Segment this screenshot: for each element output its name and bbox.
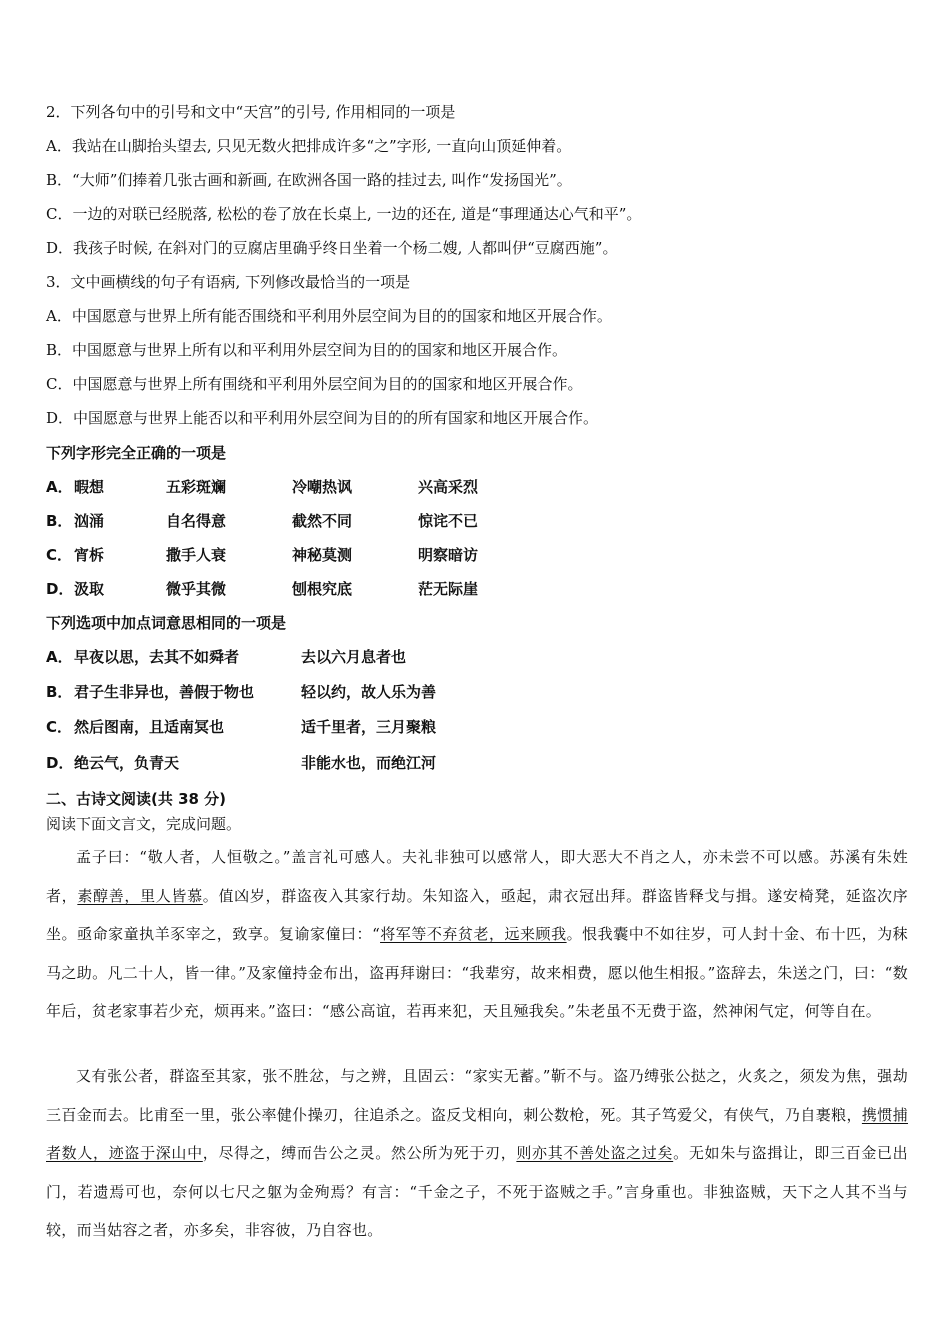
q5-right-text: 适千里者，三月聚粮 bbox=[301, 718, 437, 736]
q5-row-label: B． bbox=[46, 683, 73, 701]
passage-text: 。无如朱与盗揖让，即三百金已出门，若遗焉可也，奈何以七尺之躯为金殉焉？有言：“千金之子，不死于盗贼之手。”言身重也。非独盗贼，天下之人其不当与较，而当姑容之者，亦多矣，非容彼，乃自容也。 bbox=[46, 1144, 908, 1240]
q4-word: 撒手人衰 bbox=[166, 546, 227, 564]
q4-row-label: D． bbox=[46, 580, 74, 598]
q4-word: 冷嘲热讽 bbox=[292, 478, 353, 496]
q4-row-label: A． bbox=[46, 478, 73, 496]
q2-option-b: B．“大师”们捧着几张古画和新画, 在欧洲各国一路的挂过去, 叫作“发扬国光”。 bbox=[46, 171, 572, 189]
q4-word: 自名得意 bbox=[166, 512, 227, 530]
q4-word: 五彩斑斓 bbox=[166, 478, 227, 496]
q2-option-a: A．我站在山脚抬头望去, 只见无数火把排成许多“之”字形, 一直向山顶延伸着。 bbox=[46, 137, 572, 155]
q4-word: 茫无际崖 bbox=[418, 580, 479, 598]
passage-text: 。值凶岁，群盗夜入其家行劫。朱知盗入，亟起，肃衣冠出拜。群盗皆释戈与揖。遂安椅凳，延盗次序坐。亟命家童执羊豕宰之，致享。复谕家僮曰：“ bbox=[46, 886, 908, 944]
q5-right-text: 非能水也，而绝江河 bbox=[301, 754, 437, 772]
section-heading: 二、古诗文阅读(共 38 分) bbox=[46, 790, 227, 808]
passage-text: 。恨我囊中不如往岁，可人封十金、布十匹，为秣马之助。凡二十人，皆一律。”及家僮持金布出，盗再拜谢曰：“我辈穷，故来相费，愿以他生相报。”盗辞去，朱送之门，曰：“数年后，贫老家事若少充，烦再来。”盗曰：“感公高谊，若再来犯，天且殛我矣。”朱老虽不无费于盗，然神闲气定，何等自在。 bbox=[46, 925, 908, 1021]
q4-row-label: C． bbox=[46, 546, 73, 564]
q4-row-label: B． bbox=[46, 512, 73, 530]
q5-left-text: 君子生非异也，善假于物也 bbox=[74, 683, 255, 701]
q3-option-a: A．中国愿意与世界上所有能否围绕和平利用外层空间为目的的国家和地区开展合作。 bbox=[46, 307, 612, 325]
q2-stem: 2．下列各句中的引号和文中“天宫”的引号, 作用相同的一项是 bbox=[46, 103, 456, 121]
q5-left-text: 早夜以思，去其不如舜者 bbox=[74, 648, 240, 666]
q4-word: 宵柝 bbox=[74, 546, 105, 564]
q3-option-d: D．中国愿意与世界上能否以和平利用外层空间为目的的所有国家和地区开展合作。 bbox=[46, 409, 599, 427]
q4-word: 神秘莫测 bbox=[292, 546, 353, 564]
passage-paragraph-2 bbox=[46, 1057, 908, 1250]
q5-stem: 下列选项中加点词意思相同的一项是 bbox=[46, 614, 287, 632]
q3-option-c: C．中国愿意与世界上所有围绕和平利用外层空间为目的的国家和地区开展合作。 bbox=[46, 375, 583, 393]
q5-row-label: D． bbox=[46, 754, 74, 772]
q5-left-text: 然后图南，且适南冥也 bbox=[74, 718, 225, 736]
q4-word: 截然不同 bbox=[292, 512, 353, 530]
q5-row-label: C． bbox=[46, 718, 73, 736]
underlined-sentence: 将军等不弃贫老，远来顾我 bbox=[380, 925, 567, 944]
q4-word: 明察暗访 bbox=[418, 546, 479, 564]
q4-stem: 下列字形完全正确的一项是 bbox=[46, 444, 227, 462]
q4-word: 刨根究底 bbox=[292, 580, 353, 598]
q4-word: 兴高采烈 bbox=[418, 478, 479, 496]
underlined-sentence: 携惯捕者数人，迹盗于深山中 bbox=[46, 1105, 908, 1163]
q5-left-text: 绝云气，负青天 bbox=[74, 754, 180, 772]
q4-word: 汲取 bbox=[74, 580, 105, 598]
passage-text: 又有张公者，群盗至其家，张不胜忿，与之辨，且固云：“家实无蓄。”靳不与。盗乃缚张公挞之，火炙之，须发为焦，强劫三百金而去。比甫至一里，张公率健仆操刃，往追杀之。盗反戈相向，刺公数枪，死。其子笃爱父，有侠气，乃自裹粮， bbox=[46, 1067, 908, 1124]
q5-right-text: 轻以约，故人乐为善 bbox=[301, 683, 437, 701]
q4-word: 汹涌 bbox=[74, 512, 105, 530]
q4-word: 微乎其微 bbox=[166, 580, 227, 598]
underlined-sentence: 则亦其不善处盗之过矣 bbox=[516, 1144, 674, 1163]
underlined-sentence: 素醇善，里人皆慕 bbox=[77, 886, 203, 905]
q2-option-d: D．我孩子时候, 在斜对门的豆腐店里确乎终日坐着一个杨二嫂, 人都叫伊“豆腐西施”。 bbox=[46, 239, 618, 257]
q3-option-b: B．中国愿意与世界上所有以和平利用外层空间为目的的国家和地区开展合作。 bbox=[46, 341, 568, 359]
section-intro: 阅读下面文言文，完成问题。 bbox=[46, 815, 242, 833]
q5-row-label: A． bbox=[46, 648, 73, 666]
q5-right-text: 去以六月息者也 bbox=[301, 648, 407, 666]
passage-text: 孟子曰：“敬人者，人恒敬之。”盖言礼可感人。夫礼非独可以感常人，即大恶大不肖之人，亦未尝不可以感。苏溪有朱姓者， bbox=[46, 848, 908, 905]
q3-stem: 3．文中画横线的句子有语病, 下列修改最恰当的一项是 bbox=[46, 273, 411, 291]
passage-text: ，尽得之，缚而告公之灵。然公所为死于刃， bbox=[202, 1144, 517, 1163]
q4-word: 暇想 bbox=[74, 478, 105, 496]
q4-word: 惊诧不已 bbox=[418, 512, 479, 530]
passage-paragraph-1 bbox=[46, 838, 908, 1031]
q2-option-c: C．一边的对联已经脱落, 松松的卷了放在长桌上, 一边的还在, 道是“事理通达心气和平”。 bbox=[46, 205, 642, 223]
